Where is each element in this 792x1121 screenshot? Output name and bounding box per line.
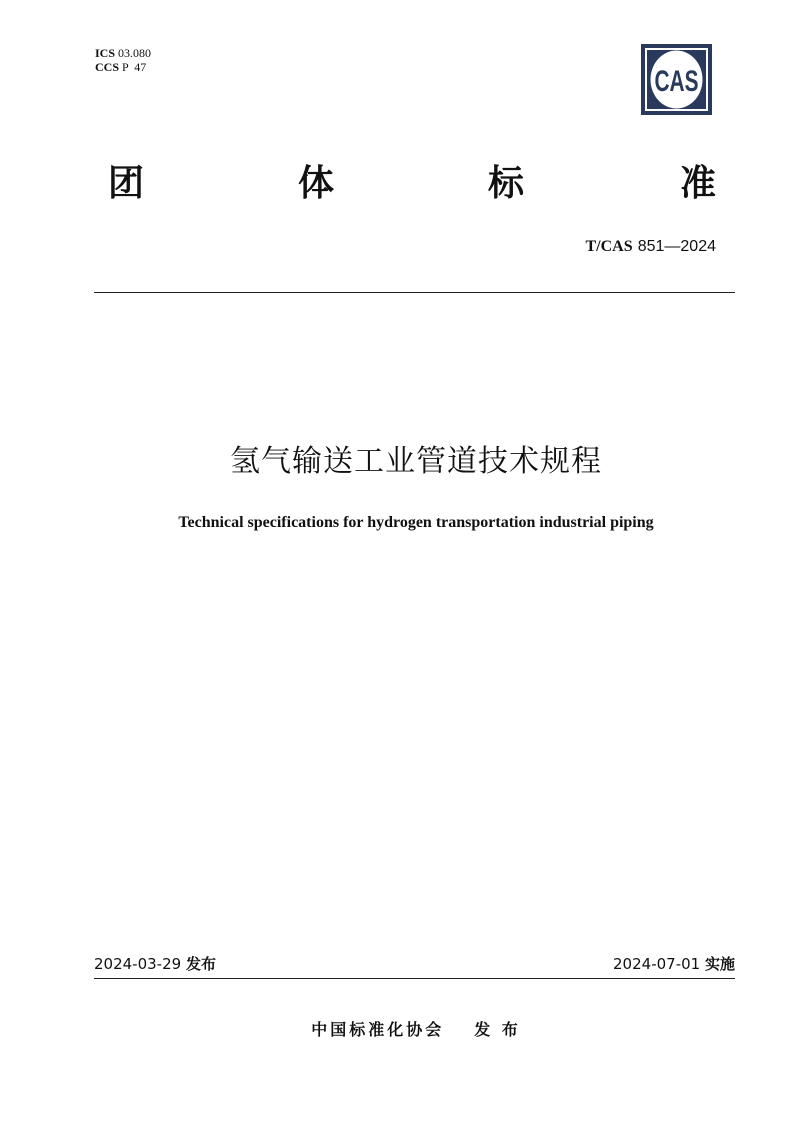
standard-kind-char: 标	[488, 163, 525, 204]
standard-number	[585, 236, 716, 256]
dates-row	[94, 953, 735, 975]
issue-word: 发布	[185, 955, 216, 973]
ccs-label: CCS	[95, 60, 120, 74]
issue-date-value: 2024-03-29	[94, 955, 182, 973]
document-title-en: Technical specifications for hydrogen transportation industrial piping	[178, 514, 654, 531]
ics-code	[95, 46, 151, 60]
effective-date	[613, 953, 735, 975]
ccs-value: P 47	[122, 60, 147, 74]
issuer-org: 中国标准化协会	[311, 1020, 445, 1039]
ccs-code	[95, 60, 151, 74]
cas-logo	[641, 44, 712, 115]
effective-word: 实施	[704, 955, 735, 973]
document-title-zh: 氢气输送工业管道技术规程	[230, 444, 602, 479]
standard-number-prefix: T/CAS	[585, 238, 633, 255]
top-divider	[94, 292, 735, 293]
effective-date-value: 2024-07-01	[613, 955, 701, 973]
classification-codes	[95, 46, 151, 74]
standard-kind-char: 团	[108, 163, 145, 204]
logo-text: CAS	[654, 65, 699, 98]
cas-logo-icon	[641, 44, 712, 115]
ics-label: ICS	[95, 46, 116, 60]
standard-kind-char: 体	[298, 163, 335, 204]
standard-kind-heading	[108, 160, 724, 208]
ics-value: 03.080	[118, 46, 152, 60]
issue-date	[94, 953, 216, 975]
standard-kind-char: 准	[680, 163, 717, 204]
issuer-line	[0, 1018, 792, 1042]
bottom-divider	[94, 978, 735, 979]
issuer-action: 发 布	[474, 1020, 521, 1039]
standard-number-value: 851—2024	[637, 238, 716, 255]
